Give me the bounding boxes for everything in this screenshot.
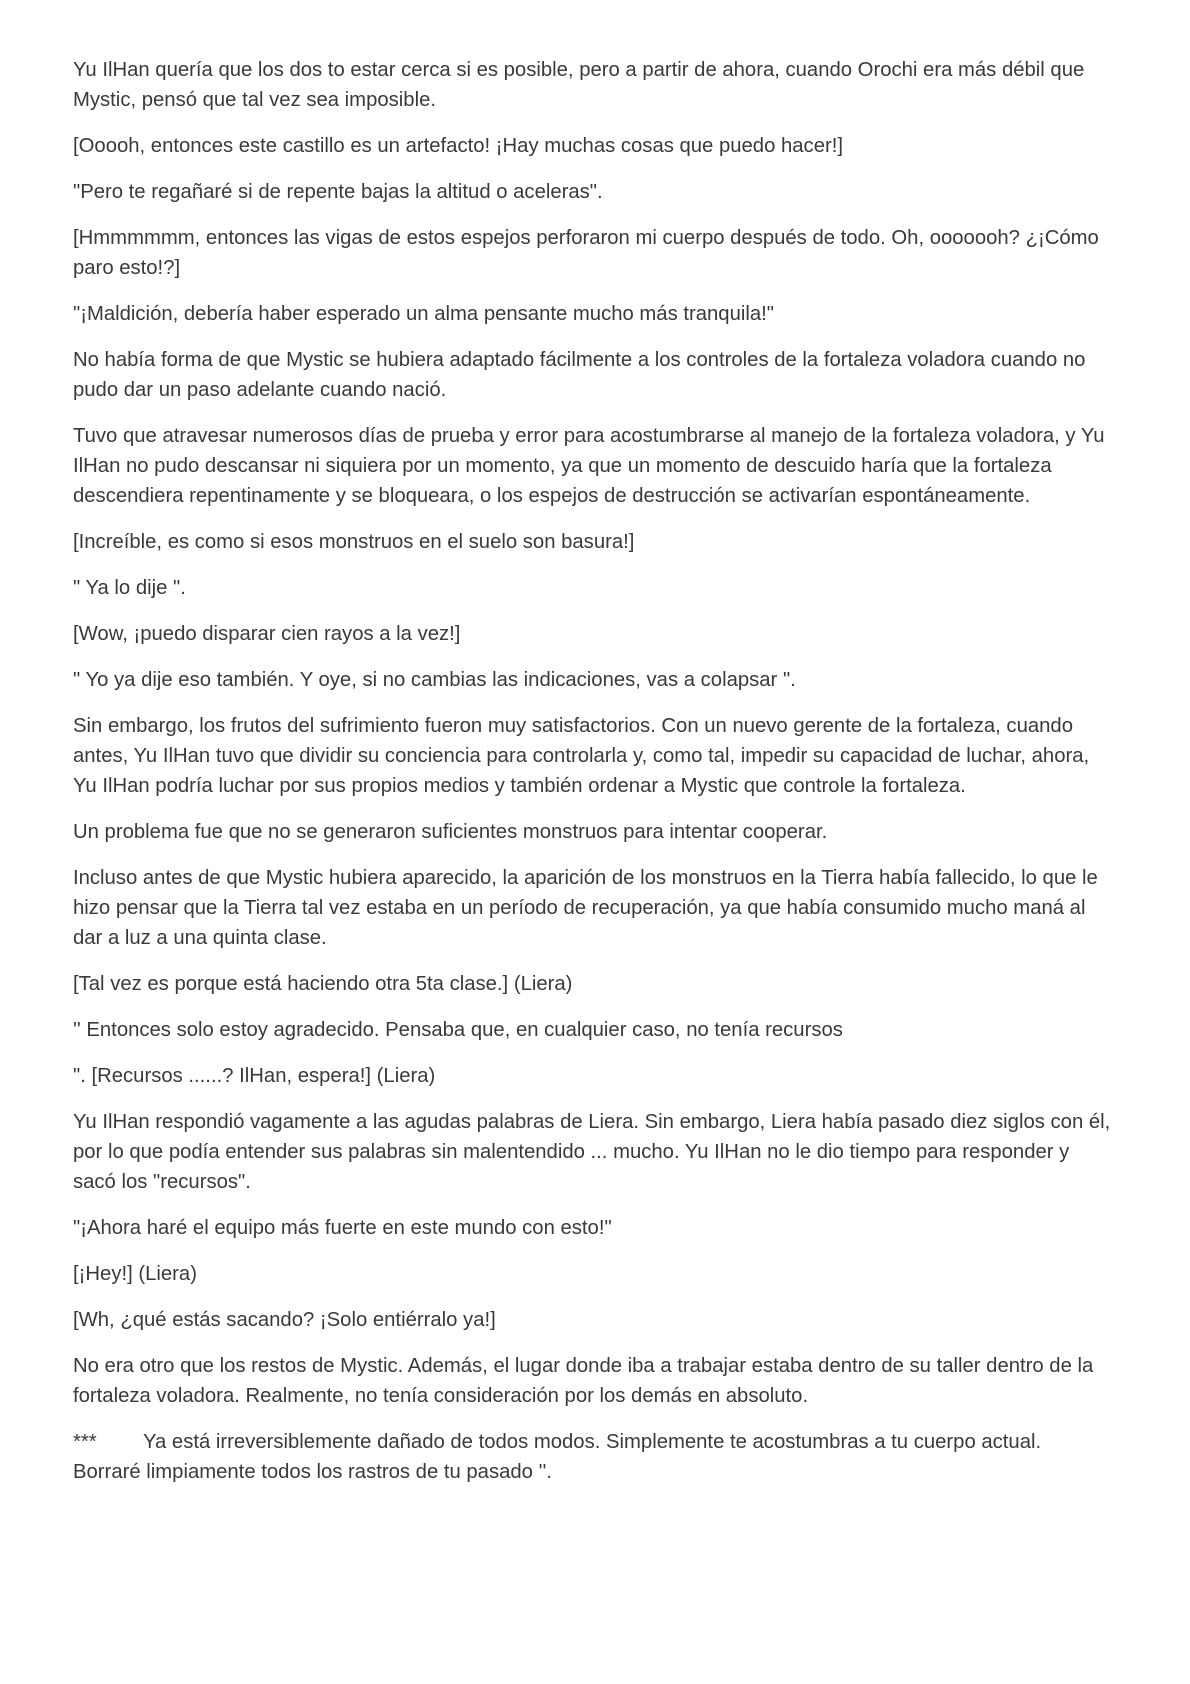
paragraph: Tuvo que atravesar numerosos días de prueba y error para acostumbrarse al manejo de la fortaleza voladora, y Yu IlHan no pudo descansar ni siquiera por un momento, ya que un momento de descuido haría que la fortaleza descendiera repentinamente y se bloqueara, o los espejos de destrucción se activarían espontáneamente.: [73, 425, 1105, 507]
paragraph: Un problema fue que no se generaron suficientes monstruos para intentar cooperar.: [73, 821, 828, 843]
paragraph: [¡Hey!] (Liera): [73, 1263, 197, 1285]
section-break-marker: ***: [73, 1431, 97, 1453]
document-body: [73, 55, 1113, 1487]
paragraph: "¡Maldición, debería haber esperado un alma pensante mucho más tranquila!": [73, 303, 774, 325]
paragraph: "¡Ahora haré el equipo más fuerte en este mundo con esto!": [73, 1217, 612, 1239]
final-paragraph: [73, 1427, 1113, 1487]
paragraph: "Pero te regañaré si de repente bajas la altitud o aceleras".: [73, 181, 603, 203]
paragraph: [Hmmmmmm, entonces las vigas de estos espejos perforaron mi cuerpo después de todo. Oh, ooooooh? ¿¡Cómo paro esto!?]: [73, 227, 1099, 279]
paragraph: [Ooooh, entonces este castillo es un artefacto! ¡Hay muchas cosas que puedo hacer!]: [73, 135, 844, 157]
paragraph: " Ya lo dije ".: [73, 577, 186, 599]
paragraph: [Wow, ¡puedo disparar cien rayos a la vez!]: [73, 623, 461, 645]
paragraph: [Increíble, es como si esos monstruos en el suelo son basura!]: [73, 531, 635, 553]
paragraph: Incluso antes de que Mystic hubiera aparecido, la aparición de los monstruos en la Tierra había fallecido, lo que le hizo pensar que la Tierra tal vez estaba en un período de recuperación, ya que había consumido mucho maná al dar a luz a una quinta clase.: [73, 867, 1098, 949]
paragraph: No era otro que los restos de Mystic. Además, el lugar donde iba a trabajar estaba dentro de su taller dentro de la fortaleza voladora. Realmente, no tenía consideración por los demás en absoluto.: [73, 1355, 1094, 1407]
paragraph: [Tal vez es porque está haciendo otra 5ta clase.] (Liera): [73, 973, 573, 995]
paragraph: Yu IlHan quería que los dos to estar cerca si es posible, pero a partir de ahora, cuando Orochi era más débil que Mystic, pensó que tal vez sea imposible.: [73, 59, 1085, 111]
paragraph: Yu IlHan respondió vagamente a las agudas palabras de Liera. Sin embargo, Liera había pasado diez siglos con él, por lo que podía entender sus palabras sin malentendido ... mucho. Yu IlHan no le dio tiempo para responder y sacó los "recursos".: [73, 1111, 1111, 1193]
paragraph: Sin embargo, los frutos del sufrimiento fueron muy satisfactorios. Con un nuevo gerente de la fortaleza, cuando antes, Yu IlHan tuvo que dividir su conciencia para controlarla y, como tal, impedir su capacidad de luchar, ahora, Yu IlHan podría luchar por sus propios medios y también ordenar a Mystic que controle la fortaleza.: [73, 715, 1090, 797]
paragraph: [Wh, ¿qué estás sacando? ¡Solo entiérralo ya!]: [73, 1309, 496, 1331]
paragraph: No había forma de que Mystic se hubiera adaptado fácilmente a los controles de la fortaleza voladora cuando no pudo dar un paso adelante cuando nació.: [73, 349, 1086, 401]
paragraph: '' Entonces solo estoy agradecido. Pensaba que, en cualquier caso, no tenía recursos: [73, 1019, 843, 1041]
final-paragraph-text: Ya está irreversiblemente dañado de todos modos. Simplemente te acostumbras a tu cuerpo actual. Borraré limpiamente todos los rastros de tu pasado ''.: [73, 1431, 1042, 1483]
paragraph: " Yo ya dije eso también. Y oye, si no cambias las indicaciones, vas a colapsar ".: [73, 669, 796, 691]
paragraph: ". [Recursos ......? IlHan, espera!] (Liera): [73, 1065, 436, 1087]
